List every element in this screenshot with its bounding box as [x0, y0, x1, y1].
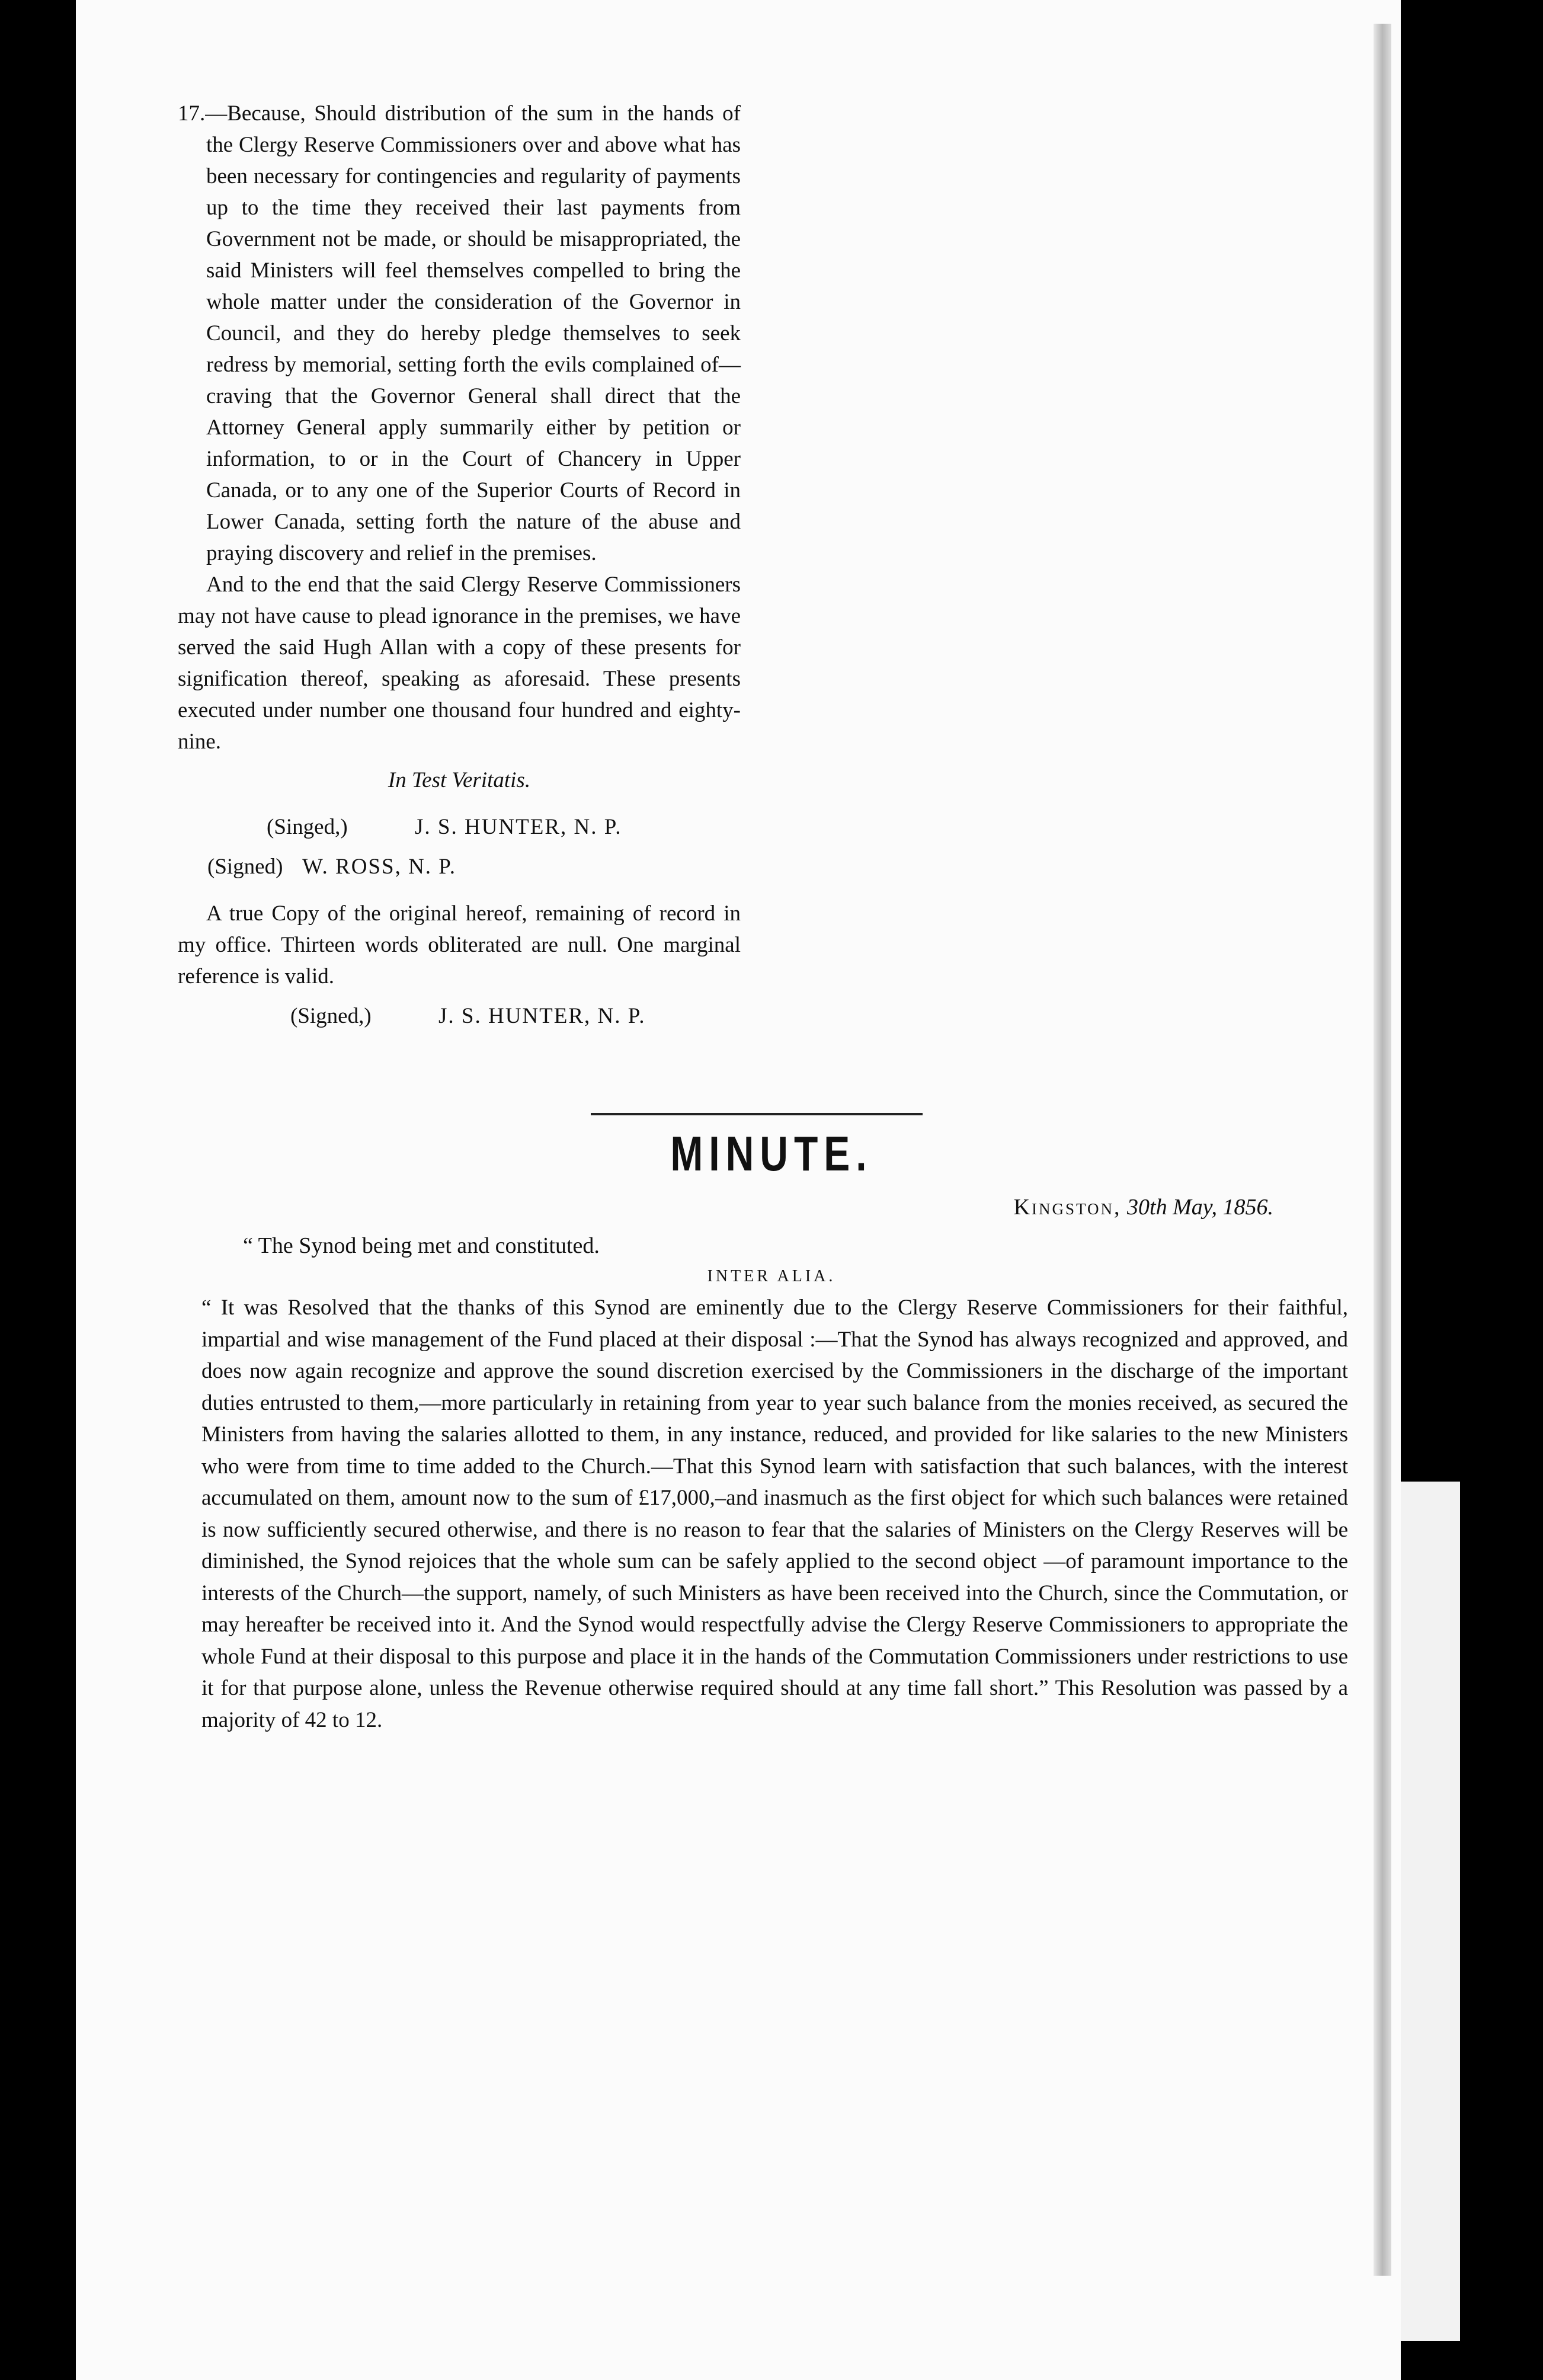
signature-hunter [178, 811, 741, 843]
dateline-date: 30th May, 1856. [1127, 1195, 1273, 1220]
signature-label: (Singed,) [267, 815, 348, 839]
resolution-paragraph: “ It was Resolved that the thanks of this Synod are eminently due to the Clergy Reserve Commissioners for their faithful, impartial and wise management of the Fund placed at their disposal :—That the Synod has always recognized and approved, and does now again recognize and approve the sound discretion exercised by the Commissioners in the discharge of the important duties entrusted to them,—more particularly in retaining from year to year such balance from the monies received, as secured the Ministers from having the salaries allotted to them, in any instance, reduced, and provided for like salaries to the new Ministers who were from time to time added to the Church.—That this Synod learn with satisfaction that such balances, with the interest accumulated on them, amount now to the sum of £17,000,–and inasmuch as the first object for which such balances were retained is now sufficiently secured otherwise, and there is no reason to fear that the salaries of Ministers on the Clergy Reserves will be diminished, the Synod rejoices that the whole sum can be safely applied to the second object —of paramount importance to the interests of the Church—the support, namely, of such Ministers as have been received into the Church, since the Commutation, or may hereafter be received into it. And the Synod would respectfully advise the Clergy Reserve Commissioners to appropriate the whole Fund at their disposal to this purpose and place it in the hands of the Commutation Commissioners under restrictions to use it for that purpose alone, unless the Revenue otherwise required should at any time fall short.” This Resolution was passed by a majority of 42 to 12. [201, 1295, 1348, 1732]
signature-name: J. S. HUNTER, N. P. [415, 815, 622, 839]
scan-artifact [1422, 2302, 1448, 2328]
true-copy-note: A true Copy of the original hereof, remaining of record in my office. Thirteen words obliterated are null. One marginal reference is valid. [178, 901, 741, 989]
signature-label: (Signed,) [290, 1004, 372, 1028]
signature-name: W. ROSS, N. P. [302, 855, 457, 879]
minute-heading: MINUTE. [670, 1125, 873, 1181]
notarial-protest-column [178, 98, 741, 1040]
dateline-place: Kingston, [1013, 1195, 1122, 1220]
signature-name: J. S. HUNTER, N. P. [438, 1004, 646, 1028]
signature-ross [178, 851, 741, 882]
page-edge [1401, 1482, 1460, 2341]
inter-alia-heading: INTER ALIA. [707, 1267, 836, 1285]
motto-in-test-veritatis: In Test Veritatis. [388, 768, 531, 792]
item-17-paragraph: 17.—Because, Should distribution of the sum in the hands of the Clergy Reserve Commissioners over and above what has been necessary for contingencies and regularity of payments up to the time they received their last payments from Government not be made, or should be misappropriated, the said Ministers will feel themselves compelled to bring the whole matter under the consideration of the Governor in Council, and they do hereby pledge themselves to seek redress by memorial, setting forth the evils complained of—craving that the Governor General shall direct that the Attorney General apply summarily either by petition or information, to or in the Court of Chancery in Upper Canada, or to any one of the Superior Courts of Record in Lower Canada, setting forth the nature of the abuse and praying discovery and relief in the premises. [178, 101, 741, 565]
synod-line: “ The Synod being met and constituted. [243, 1233, 600, 1258]
signature-label: (Signed) [207, 855, 283, 879]
dateline [1014, 1194, 1273, 1220]
section-divider [591, 1113, 923, 1115]
signature-hunter-copy [178, 1000, 741, 1032]
closing-paragraph: And to the end that the said Clergy Reserve Commissioners may not have cause to plead ignorance in the premises, we have served the said Hugh Allan with a copy of these presents for signification thereof, speaking as aforesaid. These presents executed under number one thousand four hundred and eighty-nine. [178, 572, 741, 754]
